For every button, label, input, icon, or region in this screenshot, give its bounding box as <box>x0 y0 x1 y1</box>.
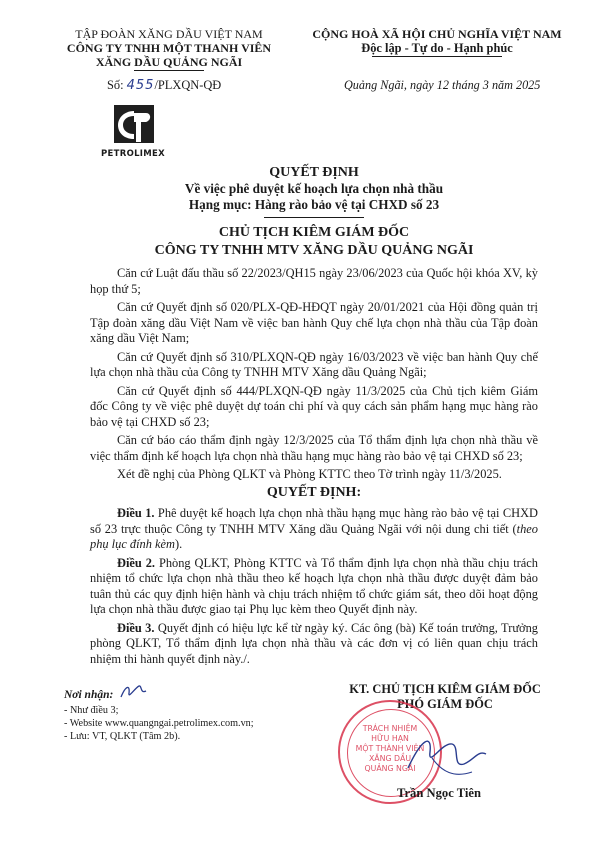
recipient-item: - Website www.quangngai.petrolimex.com.vn; <box>64 718 254 729</box>
logo-wordmark: PETROLIMEX <box>100 149 165 159</box>
company-name-line2: XĂNG DẦU QUẢNG NGÃI <box>95 55 243 69</box>
issuer-block <box>64 27 274 71</box>
authority-block <box>90 224 538 260</box>
articles <box>90 506 538 667</box>
recipient-item: - Như điều 3; <box>64 705 119 716</box>
petrolimex-logo <box>90 103 176 163</box>
basis-paragraph: Căn cứ Luật đấu thầu số 22/2023/QH15 ngày 23/06/2023 của Quốc hội khóa XV, kỳ họp thứ 5; <box>90 266 538 296</box>
basis-paragraph: Căn cứ Quyết định số 444/PLXQN-QĐ ngày 11/3/2025 của Chủ tịch kiêm Giám đốc Công ty về việc phê duyệt dự toán chi phí và quy cách sản phẩm hạng mục hàng rào bảo vệ tại CHXD số 23; <box>90 383 538 429</box>
decision-subject: Về việc phê duyệt kế hoạch lựa chọn nhà thầu <box>184 181 444 196</box>
motto-underline <box>372 56 502 57</box>
header-underline <box>134 70 204 71</box>
country-name: CỘNG HOÀ XÃ HỘI CHỦ NGHĨA VIỆT NAM <box>312 27 562 41</box>
basis-paragraph: Căn cứ báo cáo thẩm định ngày 12/3/2025 của Tổ thẩm định lựa chọn nhà thầu về việc thẩm định kế hoạch lựa chọn nhà thầu hạng mục hàng rào bảo vệ tại CHXD số 23; <box>90 433 538 463</box>
decision-heading: QUYẾT ĐỊNH: <box>266 485 362 500</box>
company-name-line1: CÔNG TY TNHH MỘT THANH VIÊN <box>66 41 272 55</box>
national-motto: Độc lập - Tự do - Hạnh phúc <box>361 41 513 55</box>
signer-name: Trần Ngọc Tiên <box>397 786 481 800</box>
recipients-heading: Nơi nhận: <box>64 689 114 701</box>
decision-item: Hạng mục: Hàng rào bảo vệ tại CHXD số 23 <box>188 197 440 212</box>
legal-bases <box>90 266 538 483</box>
authority-company: CÔNG TY TNHH MTV XĂNG DẦU QUẢNG NGÃI <box>154 243 474 258</box>
basis-paragraph: Căn cứ Quyết định số 310/PLXQN-QĐ ngày 16/03/2023 về việc ban hành Quy chế lựa chọn nhà thầu của Công ty TNHH MTV Xăng dầu Quảng Ngãi; <box>90 349 538 379</box>
parent-org: TẬP ĐOÀN XĂNG DẦU VIỆT NAM <box>75 27 263 41</box>
article-2: Điều 2. Phòng QLKT, Phòng KTTC và Tổ thẩm định lựa chọn nhà thầu chịu trách nhiệm tổ chức lựa chọn nhà thầu theo kế hoạch lựa chọn nhà thầu được duyệt đảm bảo tuân thủ các quy định hiện hành và chịu trách nhiệm tổ chức giám sát, theo dõi hoạt động lựa chọn nhà thầu được giao tại Phụ lục kèm theo Quyết định này. <box>90 555 538 616</box>
place-date: Quảng Ngãi, ngày 12 tháng 3 năm 2025 <box>344 78 541 92</box>
authority-title: CHỦ TỊCH KIÊM GIÁM ĐỐC <box>218 225 410 240</box>
initials-scribble-icon <box>118 682 150 702</box>
article-3: Điều 3. Quyết định có hiệu lực kể từ ngày ký. Các ông (bà) Kế toán trưởng, Trưởng phòng QLKT, Tổ thẩm định lựa chọn nhà thầu và các đơn vị có liên quan chịu trách nhiệm thi hành quyết định này./. <box>90 620 538 666</box>
basis-paragraph: Căn cứ Quyết định số 020/PLX-QĐ-HĐQT ngày 20/01/2021 của Hội đồng quản trị Tập đoàn xăng dầu Việt Nam về việc ban hành Quy chế lựa chọn nhà thầu của Tập đoàn xăng dầu Việt Nam; <box>90 300 538 345</box>
recipient-item: - Lưu: VT, QLKT (Tâm 2b). <box>64 731 181 742</box>
handwritten-signature-icon <box>402 728 492 786</box>
decision-title-block <box>90 164 538 218</box>
signer-position: KT. CHỦ TỊCH KIÊM GIÁM ĐỐC <box>349 682 541 696</box>
national-title <box>302 27 572 57</box>
decision-title: QUYẾT ĐỊNH <box>269 165 359 180</box>
title-underline <box>264 217 364 218</box>
recipients-block <box>64 688 304 743</box>
signer-role: PHÓ GIÁM ĐỐC <box>397 697 493 711</box>
handwritten-number: 455 <box>126 78 155 93</box>
article-1: Điều 1. Phê duyệt kế hoạch lựa chọn nhà thầu hạng mục hàng rào bảo vệ tại CHXD số 23 trực thuộc Công ty TNHH MTV Xăng dầu Quảng Ngãi với nội dung chi tiết (theo phụ lục đính kèm). <box>90 506 538 551</box>
seal-text: TRÁCH NHIỆM HỮU HẠN MỘT THÀNH VIÊN XĂNG DẦU QUẢNG NGÃI <box>355 724 425 773</box>
signature-title <box>320 682 570 712</box>
document-number: Số: 455/PLXQN-QĐ <box>107 78 222 93</box>
basis-paragraph: Xét đề nghị của Phòng QLKT và Phòng KTTC theo Tờ trình ngày 11/3/2025. <box>117 467 502 481</box>
